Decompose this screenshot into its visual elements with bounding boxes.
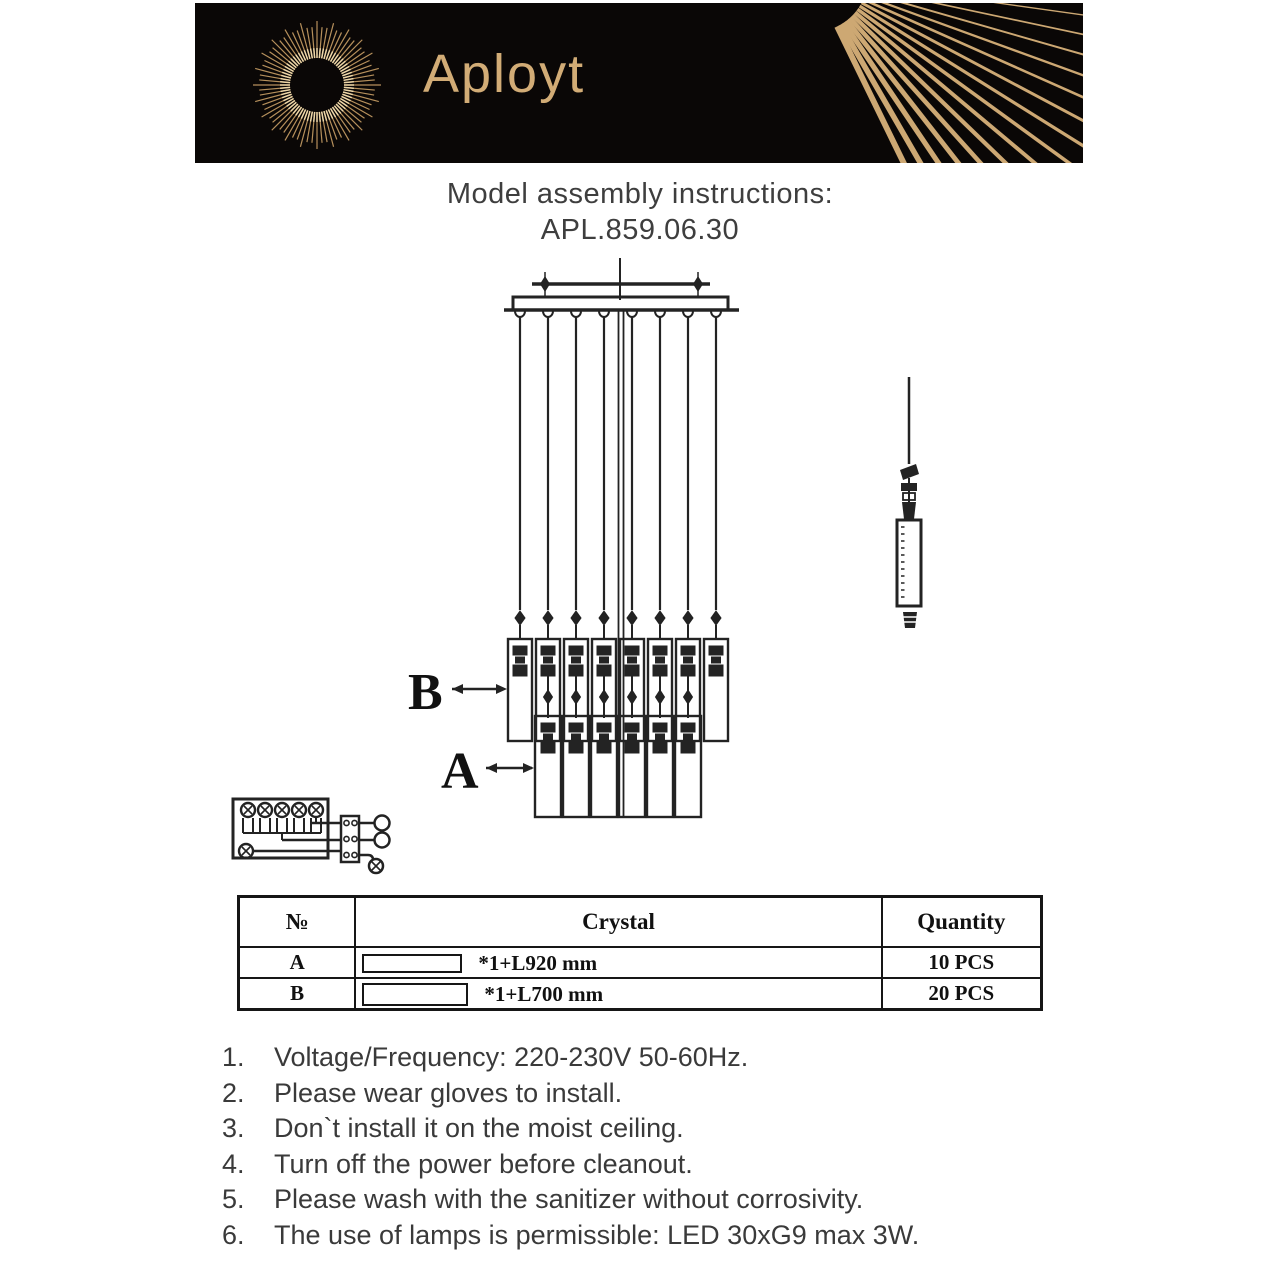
brand-name: Aployt bbox=[423, 44, 586, 104]
header-quantity: Quantity bbox=[882, 897, 1042, 948]
model-number: APL.859.06.30 bbox=[540, 214, 740, 246]
item-number: 4. bbox=[222, 1148, 245, 1179]
crystal-shape-icon bbox=[362, 954, 462, 973]
header-crystal: Crystal bbox=[355, 897, 881, 948]
page-title: Model assembly instructions: bbox=[446, 178, 834, 210]
parts-table bbox=[237, 895, 1043, 1011]
arrow-icon bbox=[496, 684, 507, 694]
item-text: Please wash with the sanitizer without corrosivity. bbox=[274, 1184, 864, 1215]
table-header-row bbox=[239, 897, 1042, 948]
row-b-crystal bbox=[355, 978, 881, 1010]
row-a-crystal bbox=[355, 947, 881, 978]
list-item bbox=[222, 1182, 1082, 1218]
crystal-size-a: *1+L920 mm bbox=[478, 950, 598, 975]
row-b-quantity: 20 PCS bbox=[882, 978, 1042, 1010]
wiring-diagram bbox=[233, 799, 390, 873]
row-a-number: A bbox=[239, 947, 356, 978]
screw-icon bbox=[693, 276, 703, 292]
part-label-b: B bbox=[408, 664, 443, 721]
item-number: 1. bbox=[222, 1042, 245, 1072]
label-b-group bbox=[408, 664, 507, 721]
arrow-icon bbox=[523, 763, 534, 773]
row-b-number: B bbox=[239, 978, 356, 1010]
item-text: Don`t install it on the moist ceiling. bbox=[274, 1113, 684, 1144]
header-number: № bbox=[239, 897, 356, 948]
arrow-icon bbox=[452, 684, 463, 694]
pendant-detail-drawing bbox=[897, 377, 921, 628]
crystal-size-b: *1+L700 mm bbox=[484, 981, 604, 1006]
arrow-icon bbox=[486, 763, 497, 773]
item-number: 6. bbox=[222, 1219, 245, 1250]
item-number: 5. bbox=[222, 1184, 245, 1215]
item-number: 3. bbox=[222, 1113, 245, 1144]
item-text: The use of lamps is permissible: LED 30xG9 max 3W. bbox=[274, 1219, 920, 1250]
crystal-shape-icon bbox=[362, 983, 468, 1006]
list-item bbox=[222, 1040, 1082, 1076]
list-item bbox=[222, 1111, 1082, 1147]
part-label-a: A bbox=[441, 743, 479, 800]
list-item bbox=[222, 1076, 1082, 1112]
screw-icon bbox=[540, 276, 550, 292]
item-number: 2. bbox=[222, 1077, 245, 1108]
item-text: Turn off the power before cleanout. bbox=[274, 1148, 693, 1179]
item-text: Voltage/Frequency: 220-230V 50-60Hz. bbox=[274, 1042, 749, 1072]
list-item bbox=[222, 1218, 1082, 1254]
chandelier-drawing bbox=[504, 258, 739, 817]
table-row bbox=[239, 947, 1042, 978]
instructions-list bbox=[222, 1040, 1082, 1254]
row-a-quantity: 10 PCS bbox=[882, 947, 1042, 978]
table-row bbox=[239, 978, 1042, 1010]
item-text: Please wear gloves to install. bbox=[274, 1077, 623, 1108]
list-item bbox=[222, 1147, 1082, 1183]
label-a-group bbox=[441, 743, 534, 800]
